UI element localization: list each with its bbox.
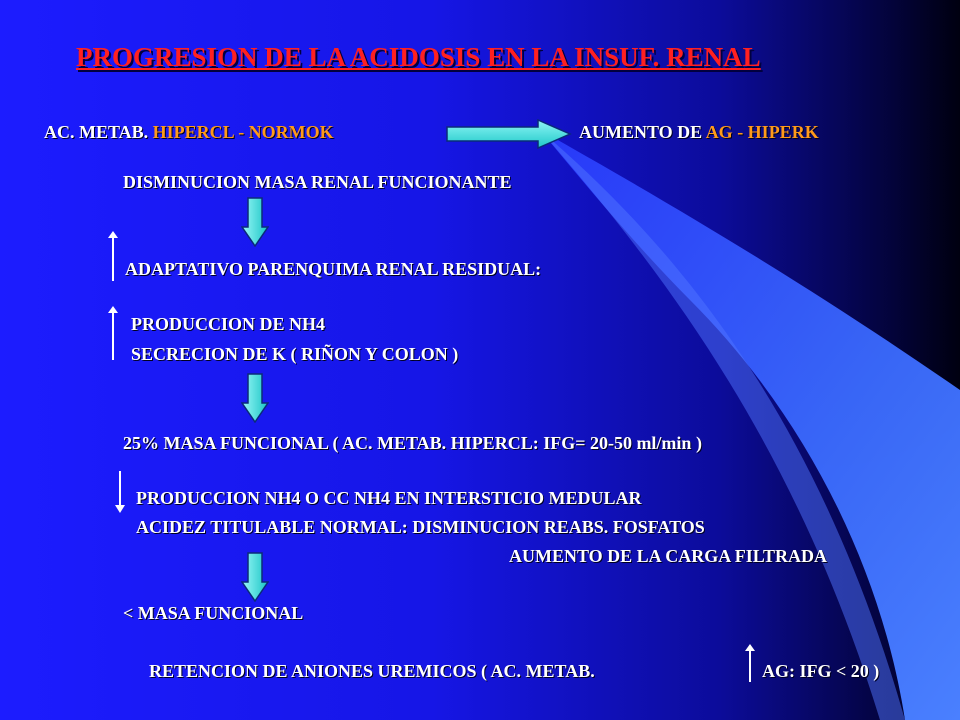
top-right-prefix: AUMENTO DE <box>579 122 706 142</box>
line-disminucion: DISMINUCION MASA RENAL FUNCIONANTE <box>123 172 512 192</box>
slide-title: PROGRESION DE LA ACIDOSIS EN LA INSUF. RENAL <box>76 42 761 72</box>
up-arrow-icon <box>744 643 756 683</box>
up-arrow-icon <box>106 230 120 282</box>
line-produccion-intersticio: PRODUCCION NH4 O CC NH4 EN INTERSTICIO MEDULAR <box>136 488 642 508</box>
down-arrow-icon <box>241 197 269 247</box>
line-acidez-titulable: ACIDEZ TITULABLE NORMAL: DISMINUCION REABS. FOSFATOS <box>136 517 705 537</box>
top-left-highlight: HIPERCL - NORMOK <box>152 122 334 142</box>
down-arrow-icon <box>241 552 269 602</box>
top-line-left <box>44 122 334 142</box>
line-ag-ifg: AG: IFG < 20 ) <box>762 661 880 681</box>
line-produccion-nh4: PRODUCCION DE NH4 <box>131 314 326 334</box>
line-adaptativo: ADAPTATIVO PARENQUIMA RENAL RESIDUAL: <box>125 259 542 279</box>
line-secrecion-k: SECRECION DE K ( RIÑON Y COLON ) <box>131 344 459 364</box>
line-retencion: RETENCION DE ANIONES UREMICOS ( AC. METAB. <box>149 661 595 681</box>
line-25-masa: 25% MASA FUNCIONAL ( AC. METAB. HIPERCL: IFG= 20-50 ml/min ) <box>123 433 702 453</box>
right-arrow-icon <box>446 119 572 149</box>
down-arrow-icon <box>241 373 269 423</box>
up-arrow-icon <box>106 305 120 361</box>
line-menor-masa: < MASA FUNCIONAL <box>123 603 304 623</box>
top-right-highlight: AG - HIPERK <box>705 122 819 142</box>
line-carga-filtrada: AUMENTO DE LA CARGA FILTRADA <box>509 546 828 566</box>
top-left-prefix: AC. METAB. <box>44 122 153 142</box>
down-thin-arrow-icon <box>113 470 127 514</box>
top-line-right <box>579 122 819 142</box>
